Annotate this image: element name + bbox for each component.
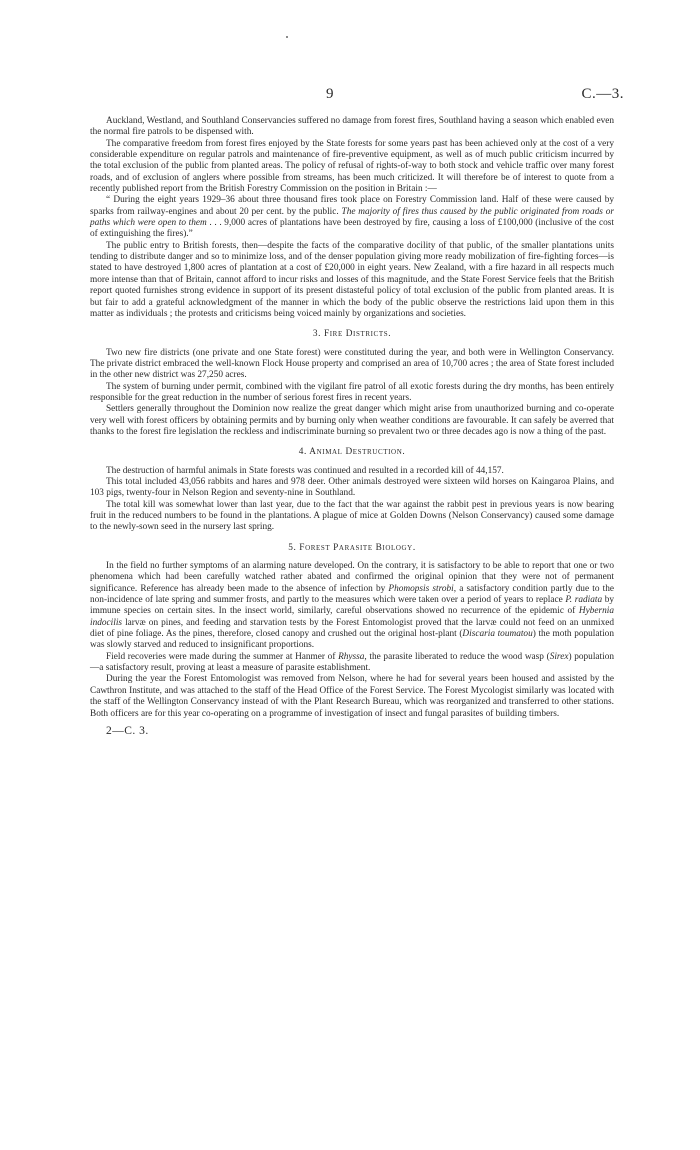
page-header (0, 86, 700, 106)
text-run: ) the moth population was slowly starved and reduced to insignificant proportions. (90, 629, 614, 651)
print-speck (286, 36, 288, 38)
page-number: 9 (326, 86, 334, 102)
text-run: , the parasite liberated to reduce the wood wasp ( (364, 651, 550, 662)
quote-text: . . . 9,000 acres of plantations have been destroyed by fire, causing a loss of £100,000 (inclusive of the cost of extinguishing the fires).” (90, 218, 614, 240)
paragraph: Auckland, Westland, and Southland Conservancies suffered no damage from forest fires, Southland having a season which enabled even the normal fire patrols to be dispensed with. (90, 116, 614, 138)
paragraph: Settlers generally throughout the Dominion now realize the great danger which might arise from unauthorized burning and co-operate very well with forest officers by obtaining permits and by burning only when weather conditions are favourable. It can safely be averred that thanks to the forest fire legislation the reckless and indiscriminate burning so prevalent two or three decades ago is now a thing of the past. (90, 404, 614, 437)
species-name: Rhyssa (338, 651, 365, 662)
quote-emphasis: The majority of fires thus caused by the public originated from roads or paths which were open to them (90, 206, 615, 229)
section-heading: 5. Forest Parasite Biology. (288, 542, 416, 553)
paragraph: The total kill was somewhat lower than last year, due to the fact that the war against the rabbit pest in previous years is now bearing fruit in the reduced numbers to be found in the plantations. A plague of mice at Golden Downs (Nelson Conservancy) caused some damage to the newly-sown seed in the nursery last spring. (90, 499, 614, 533)
species-name: Phomopsis strobi (388, 583, 454, 594)
text-run: larvæ on pines, and feeding and starvation tests by the Forest Entomologist proved that the larvæ could not feed on an unmixed diet of pine foliage. As the pines, therefore, closed canopy and crushed out the original host-plant ( (90, 617, 614, 640)
text-run: , a satisfactory condition partly due to the non-incidence of late spring and summer frosts, and partly to the measures which were taken over a period of years to replace (90, 583, 615, 606)
text-run: Field recoveries were made during the summer at Hanmer of (106, 651, 339, 662)
paragraph: The system of burning under permit, combined with the vigilant fire patrol of all exotic forests during the dry months, has been entirely responsible for the great reduction in the number of serious forest fires in recent years. (90, 381, 614, 403)
paragraph: The public entry to British forests, then—despite the facts of the comparative docility of that public, of the smaller plantations units tending to distribute danger and so to minimize loss, and of the denser population giving more ready mobilization of fire-fighting forces—is stated to have destroyed 1,800 acres of plantation at a cost of £20,000 in eight years. New Zealand, with a fire hazard in all respects much more intense than that of Britain, cannot afford to incur risks and losses of this magnitude, and the State Forest Service feels that the British report quoted furnishes strong evidence in support of its present distasteful policy of total exclusion of the public from planted areas. It is but fair to add a grateful acknowledgment of the manner in which the body of the public observe the restrictions laid upon them in this matter as individuals ; the protests and criticisms being voiced mainly by organizations and societies. (90, 240, 614, 319)
text-run: ) population—a satisfactory result, proving at least a measure of parasite establishment. (90, 651, 614, 674)
sheet-reference: 2—C. 3. (106, 724, 149, 737)
paragraph: Two new fire districts (one private and one State forest) were constituted during the year, and both were in Wellington Conservancy. The private district embraced the well-known Flock House property and comprised an area of 10,700 acres ; the area of State forest included in the other new district was 27,250 acres. (90, 347, 614, 381)
paragraph: The destruction of harmful animals in State forests was continued and resulted in a recorded kill of 44,157. (106, 465, 504, 476)
quote-text: “ During the eight years 1929–36 about three thousand fires took place on Forestry Commission land. Half of these were caused by sparks from railway-engines and about 20 per cent. by the public. (90, 195, 614, 217)
text-run: by immune species on certain sites. In the insect world, similarly, careful observations showed no recurrence of the epidemic of (90, 595, 614, 617)
section-heading: 4. Animal Destruction. (298, 447, 406, 458)
species-name: P. radiata (565, 595, 603, 606)
document-body (90, 116, 614, 737)
species-name: Discaria toumatou (462, 629, 533, 640)
paragraph (90, 561, 614, 652)
paragraph: This total included 43,056 rabbits and hares and 978 deer. Other animals destroyed were sixteen wild horses on Kaingaroa Plains, and 103 pigs, twenty-four in Nelson Region and seventy-nine in Southland. (90, 476, 614, 499)
text-run: In the field no further symptoms of an alarming nature developed. On the contrary, it is satisfactory to be able to report that one or two phenomena which had been carefully watched rather abated and confirmed the original opinion that they were not of permanent significance. Reference has already been made to the absence of infection by (90, 561, 614, 594)
paragraph: The comparative freedom from forest fires enjoyed by the State forests for some years past has been achieved only at the cost of a very considerable expenditure on regular patrols and maintenance of fire-preventive equipment, as well as of much public criticism incurred by the total exclusion of the public from planted areas. The policy of refusal of rights-of-way to both stock and vehicle traffic over many forest roads, and of exclusion of anglers where possible from streams, has been much criticized. It will therefore be of interest to quote from a recently published report from the British Forestry Commission on the position in Britain :— (90, 138, 614, 195)
paragraph: During the year the Forest Entomologist was removed from Nelson, where he had for several years been housed and assisted by the Cawthron Institute, and was attached to the staff of the Head Office of the Forest Service. The Forest Mycologist similarly was located with the staff of the Wellington Conservancy instead of with the Plant Research Bureau, which was reorganized and transferred to other stations. Both officers are for this year co-operating on a programme of investigation of insect and fungal parasites of building timbers. (90, 674, 614, 719)
block-quote (90, 195, 614, 240)
species-name: Sirex (549, 651, 569, 662)
document-reference: C.—3. (581, 86, 624, 102)
species-name: Hybernia indocilis (90, 606, 614, 628)
paragraph (90, 652, 614, 675)
section-heading: 3. Fire Districts. (312, 329, 392, 340)
